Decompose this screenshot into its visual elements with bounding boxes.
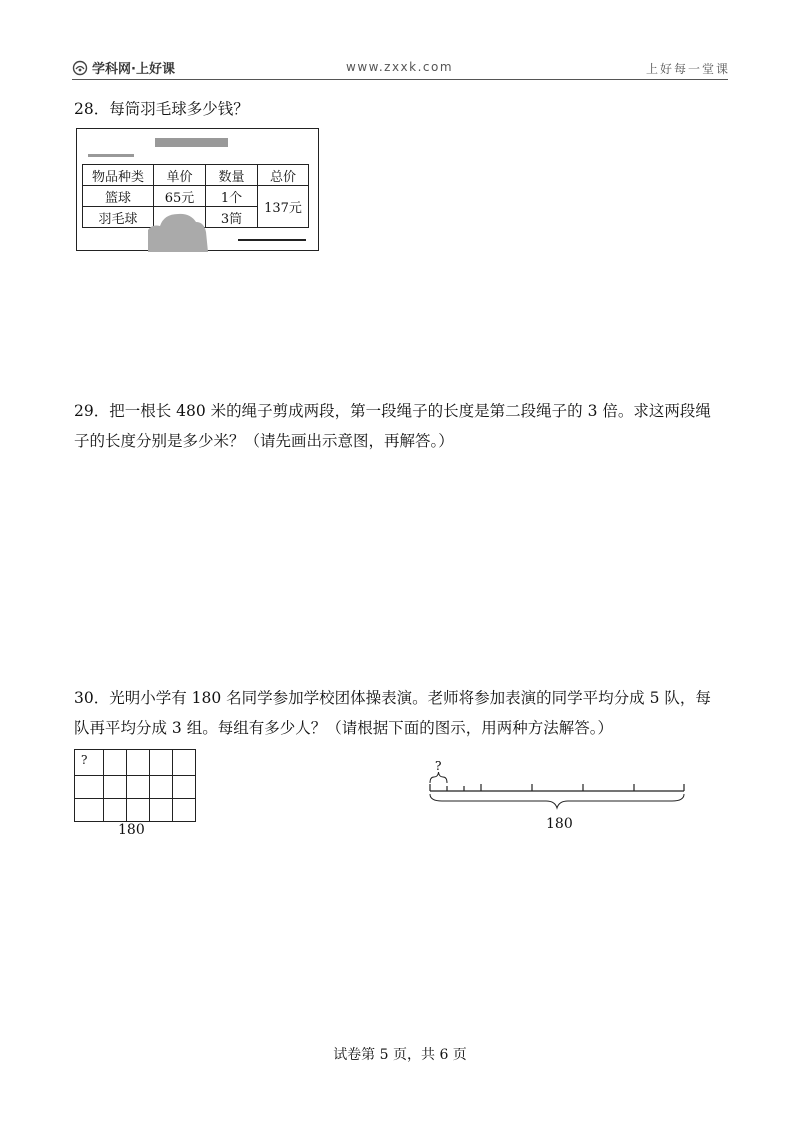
line-unknown-mark: ? bbox=[435, 759, 442, 773]
question-30-line-2: 队再平均分成 3 组。每组有多少人？（请根据下面的图示，用两种方法解答。） bbox=[74, 719, 613, 737]
table-header: 数量 bbox=[206, 165, 258, 186]
table-row bbox=[83, 186, 309, 207]
grid-cell bbox=[150, 776, 173, 799]
grid-cell bbox=[104, 799, 127, 822]
logo-icon bbox=[72, 60, 88, 76]
line-segment-diagram bbox=[420, 755, 692, 815]
redacted-bar bbox=[155, 138, 228, 147]
grid-cell bbox=[127, 750, 150, 776]
grid-cell-unknown: ? bbox=[75, 750, 104, 776]
signature-line bbox=[238, 239, 306, 241]
grid-cell bbox=[127, 776, 150, 799]
page-footer: 试卷第 5 页，共 6 页 bbox=[333, 1047, 467, 1063]
grid-total-label: 180 bbox=[118, 822, 145, 838]
table-cell: 篮球 bbox=[83, 186, 154, 207]
site-slogan: 上好每一堂课 bbox=[646, 62, 731, 76]
table-cell: 65元 bbox=[154, 186, 206, 207]
grid-cell bbox=[150, 750, 173, 776]
question-28-text: 28．每筒羽毛球多少钱？ bbox=[74, 100, 249, 118]
question-29-line-1: 29．把一根长 480 米的绳子剪成两段，第一段绳子的长度是第二段绳子的 3 倍。求这两段绳 bbox=[74, 402, 711, 420]
question-29-line-2: 子的长度分别是多少米？（请先画出示意图，再解答。） bbox=[74, 432, 454, 450]
table-total-cell: 137元 bbox=[258, 186, 309, 228]
grid-cell bbox=[173, 799, 196, 822]
grid-cell bbox=[127, 799, 150, 822]
redacted-bar bbox=[88, 154, 134, 157]
line-total-label: 180 bbox=[546, 816, 573, 832]
table-header: 单价 bbox=[154, 165, 206, 186]
site-url[interactable]: www.zxxk.com bbox=[346, 60, 454, 74]
grid-cell bbox=[75, 776, 104, 799]
grid-cell bbox=[150, 799, 173, 822]
grid-cell bbox=[104, 750, 127, 776]
table-cell: 3筒 bbox=[206, 207, 258, 228]
grid-cell bbox=[173, 750, 196, 776]
question-30-line-1: 30．光明小学有 180 名同学参加学校团体操表演。老师将参加表演的同学平均分成 5 队，每 bbox=[74, 689, 711, 707]
ink-blot-obscuring-price bbox=[146, 210, 210, 252]
grid-diagram bbox=[74, 749, 196, 822]
table-header-row bbox=[83, 165, 309, 186]
table-header: 物品种类 bbox=[83, 165, 154, 186]
logo-text: 学科网·上好课 bbox=[92, 62, 175, 77]
header-divider bbox=[72, 79, 728, 80]
table-header: 总价 bbox=[258, 165, 309, 186]
grid-cell bbox=[173, 776, 196, 799]
grid-cell bbox=[75, 799, 104, 822]
grid-cell bbox=[104, 776, 127, 799]
site-logo bbox=[72, 58, 175, 77]
table-cell: 羽毛球 bbox=[83, 207, 154, 228]
table-cell: 1个 bbox=[206, 186, 258, 207]
